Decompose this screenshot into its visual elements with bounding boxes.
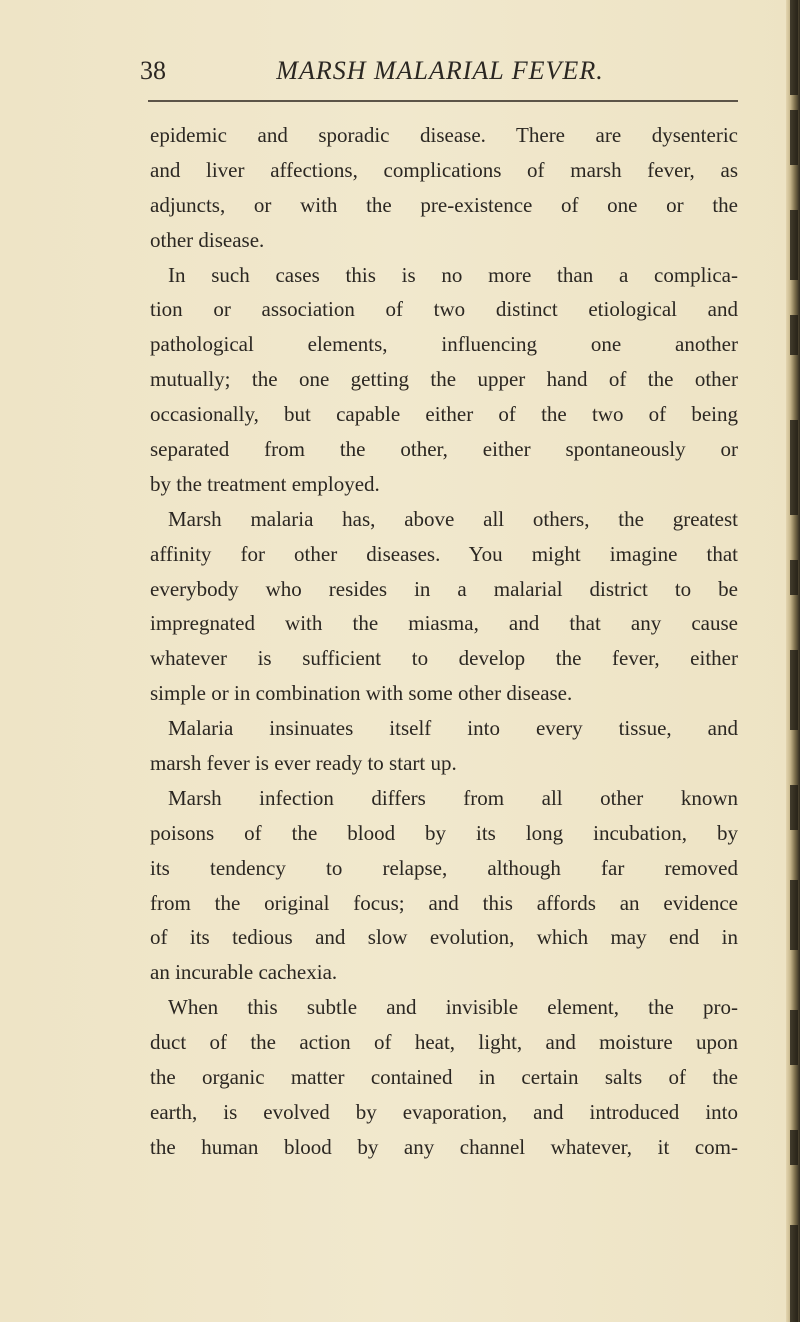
text-line: mutually; the one getting the upper hand of the other xyxy=(150,367,738,392)
edge-mark xyxy=(790,110,798,165)
paragraph-start-line: In such cases this is no more than a complica- xyxy=(168,262,738,287)
text-line: impregnated with the miasma, and that any cause xyxy=(150,611,738,636)
text-line: other disease. xyxy=(150,227,265,252)
edge-mark xyxy=(790,785,798,830)
text-line: tion or association of two distinct etiological and xyxy=(150,297,738,322)
text-line: adjuncts, or with the pre-existence of one or the xyxy=(150,192,738,217)
text-line: everybody who resides in a malarial district to be xyxy=(150,576,738,601)
edge-mark xyxy=(790,1010,798,1065)
edge-mark xyxy=(790,1130,798,1165)
paragraph-start-line: Marsh infection differs from all other known xyxy=(168,785,738,810)
edge-mark xyxy=(790,880,798,950)
header-rule xyxy=(148,100,738,102)
text-line: pathological elements, influencing one another xyxy=(150,332,738,357)
running-title: MARSH MALARIAL FEVER. xyxy=(276,56,604,85)
page-edge-shadow xyxy=(786,0,800,1322)
edge-mark xyxy=(790,315,798,355)
page-number: 38 xyxy=(140,56,166,85)
paragraph-start-line: Marsh malaria has, above all others, the greatest xyxy=(168,506,738,531)
page-header xyxy=(140,56,740,92)
text-line: poisons of the blood by its long incubation, by xyxy=(150,820,738,845)
text-line: its tendency to relapse, although far removed xyxy=(150,855,738,880)
text-line: whatever is sufficient to develop the fever, either xyxy=(150,646,738,671)
paragraph-start-line: When this subtle and invisible element, the pro- xyxy=(168,995,738,1020)
paragraph-start-line: Malaria insinuates itself into every tissue, and xyxy=(168,716,738,741)
text-line: occasionally, but capable either of the two of being xyxy=(150,402,738,427)
text-line: marsh fever is ever ready to start up. xyxy=(150,751,457,776)
edge-mark xyxy=(790,1225,798,1322)
text-line: the organic matter contained in certain salts of the xyxy=(150,1065,738,1090)
edge-mark xyxy=(790,0,798,95)
text-line: separated from the other, either spontaneously or xyxy=(150,437,738,462)
text-line: and liver affections, complications of marsh fever, as xyxy=(150,157,738,182)
body-text xyxy=(150,118,738,1165)
text-line: of its tedious and slow evolution, which may end in xyxy=(150,925,738,950)
edge-mark xyxy=(790,560,798,595)
text-line: earth, is evolved by evaporation, and introduced into xyxy=(150,1099,738,1124)
edge-mark xyxy=(790,420,798,515)
text-line: by the treatment employed. xyxy=(150,471,380,496)
text-line: the human blood by any channel whatever, it com- xyxy=(150,1134,738,1159)
text-line: duct of the action of heat, light, and moisture upon xyxy=(150,1030,738,1055)
edge-mark xyxy=(790,210,798,280)
edge-mark xyxy=(790,650,798,730)
text-line: simple or in combination with some other disease. xyxy=(150,681,573,706)
text-line: affinity for other diseases. You might imagine that xyxy=(150,541,738,566)
text-line: an incurable cachexia. xyxy=(150,960,338,985)
text-line: from the original focus; and this affords an evidence xyxy=(150,890,738,915)
text-line: epidemic and sporadic disease. There are dysenteric xyxy=(150,123,738,147)
